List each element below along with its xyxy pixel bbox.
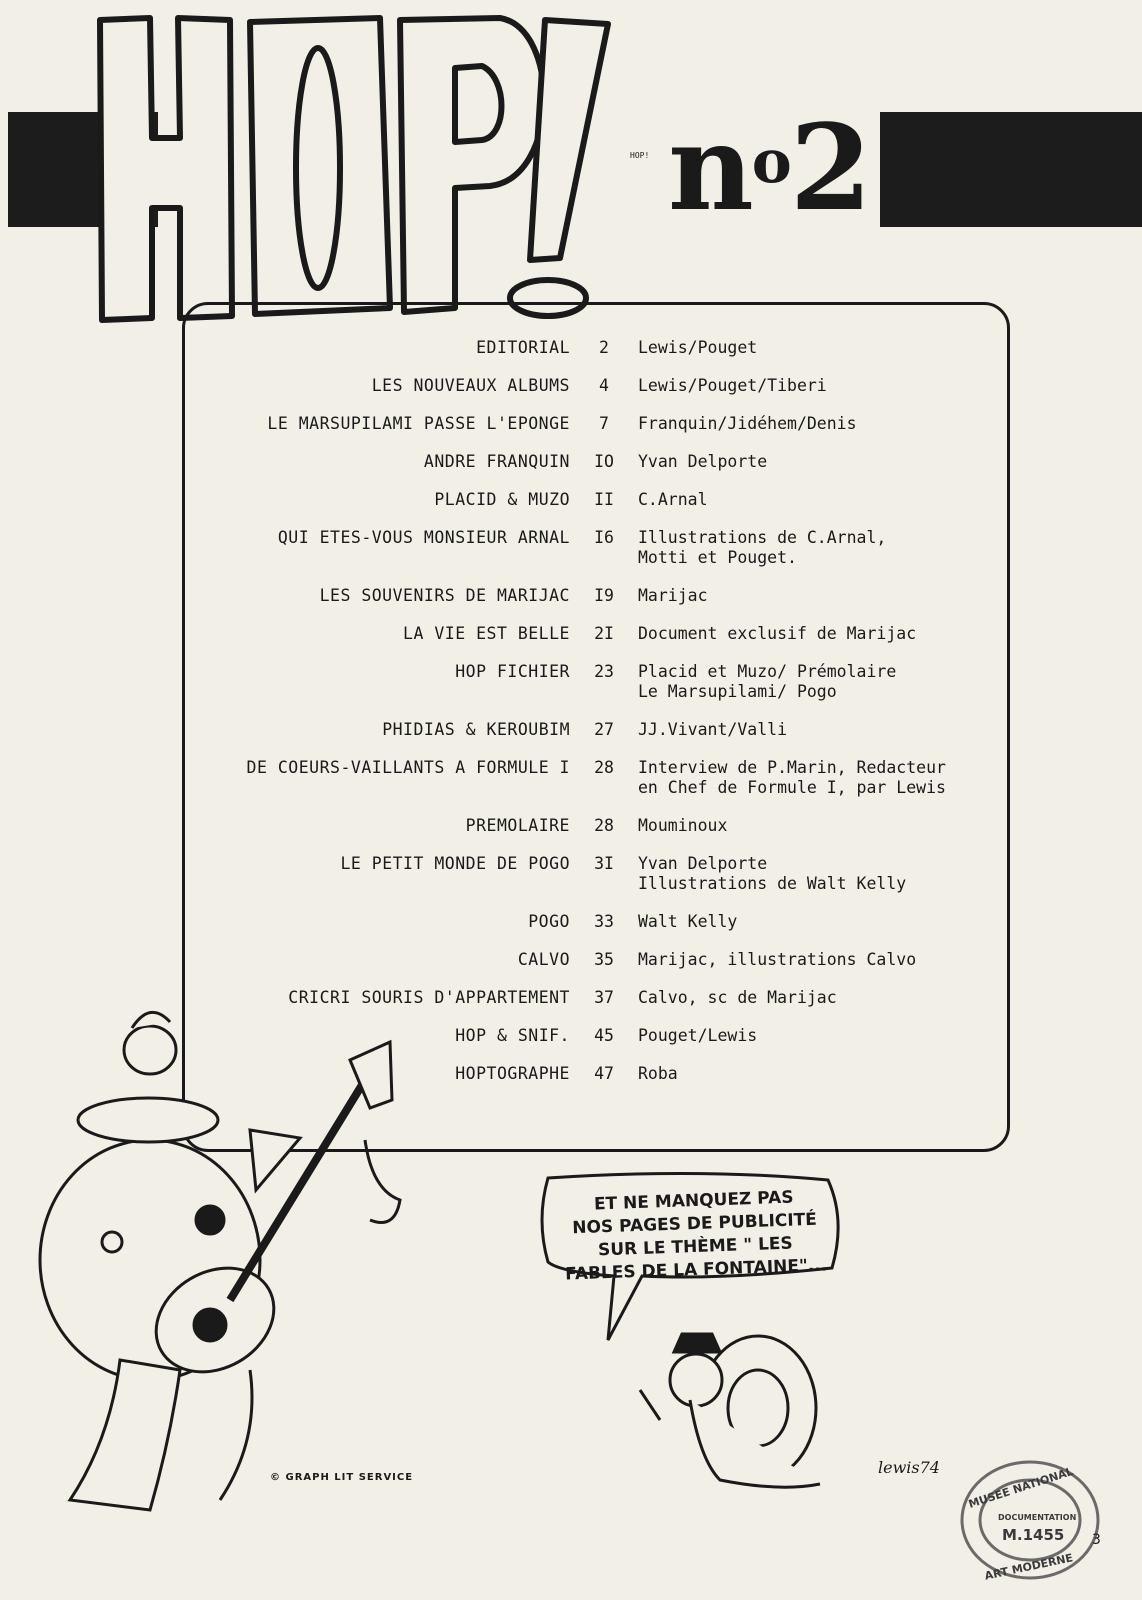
toc-page: I6 bbox=[594, 528, 614, 547]
toc-title: QUI ETES-VOUS MONSIEUR ARNAL bbox=[277, 528, 570, 547]
svg-text:ART MODERNE: ART MODERNE bbox=[983, 1551, 1075, 1583]
toc-authors: Yvan Delporte Illustrations de Walt Kelly bbox=[638, 854, 907, 893]
speech-bubble-text: ET NE MANQUEZ PAS NOS PAGES DE PUBLICITÉ SUR LE THÈME " LES FABLES DE LA FONTAINE"... bbox=[564, 1187, 828, 1285]
page-number: 3 bbox=[1092, 1532, 1101, 1548]
toc-authors: Mouminoux bbox=[638, 816, 728, 835]
toc-authors: Interview de P.Marin, Redacteur en Chef de Formule I, par Lewis bbox=[638, 758, 946, 797]
snail-girl-illustration bbox=[640, 1334, 820, 1487]
toc-title: LES SOUVENIRS DE MARIJAC bbox=[319, 586, 570, 605]
artist-signature: lewis74 bbox=[878, 1458, 940, 1477]
toc-title: CALVO bbox=[517, 950, 570, 969]
toc-page: 7 bbox=[599, 414, 609, 433]
copyright-notice: © GRAPH LIT SERVICE bbox=[270, 1472, 414, 1483]
toc-authors: Roba bbox=[638, 1064, 678, 1083]
toc-page: II bbox=[594, 490, 614, 509]
svg-text:M.1455: M.1455 bbox=[1002, 1526, 1065, 1544]
toc-page: 28 bbox=[594, 816, 614, 835]
stamp-text bbox=[960, 1458, 1110, 1588]
toc-title: HOPTOGRAPHE bbox=[455, 1064, 570, 1083]
toc-title: EDITORIAL bbox=[476, 338, 570, 357]
hop-logo-text: HOP! bbox=[630, 151, 650, 160]
toc-page: I9 bbox=[594, 586, 614, 605]
toc-page: 33 bbox=[594, 912, 614, 931]
toc-page: 47 bbox=[594, 1064, 614, 1083]
toc-authors: Franquin/Jidéhem/Denis bbox=[638, 414, 857, 433]
issue-number: $n^o2$ bbox=[668, 98, 870, 237]
toc-title: PLACID & MUZO bbox=[434, 490, 570, 509]
toc-title: PHIDIAS & KEROUBIM bbox=[382, 720, 570, 739]
svg-text:MUSEE NATIONAL: MUSEE NATIONAL bbox=[966, 1464, 1075, 1511]
toc-title: LE MARSUPILAMI PASSE L'EPONGE bbox=[267, 414, 570, 433]
toc-authors: Pouget/Lewis bbox=[638, 1026, 758, 1045]
toc-authors: C.Arnal bbox=[638, 490, 708, 509]
toc-page: 28 bbox=[594, 758, 614, 777]
toc-authors: JJ.Vivant/Valli bbox=[638, 720, 788, 739]
toc-page: 27 bbox=[594, 720, 614, 739]
toc-authors: Lewis/Pouget bbox=[638, 338, 758, 357]
creature-illustration bbox=[40, 1012, 400, 1510]
toc-authors: Illustrations de C.Arnal, Motti et Pouget. bbox=[638, 528, 887, 567]
toc-authors: Placid et Muzo/ Prémolaire Le Marsupilami/ Pogo bbox=[638, 662, 897, 701]
toc-authors: Yvan Delporte bbox=[638, 452, 768, 471]
toc-title: LE PETIT MONDE DE POGO bbox=[340, 854, 570, 873]
toc-title: ANDRE FRANQUIN bbox=[423, 452, 570, 471]
toc-authors: Walt Kelly bbox=[638, 912, 738, 931]
toc-page: 2 bbox=[599, 338, 609, 357]
toc-title: PREMOLAIRE bbox=[465, 816, 570, 835]
toc-title: CRICRI SOURIS D'APPARTEMENT bbox=[288, 988, 570, 1007]
svg-text:DOCUMENTATION: DOCUMENTATION bbox=[998, 1513, 1077, 1522]
toc-page: 45 bbox=[594, 1026, 614, 1045]
toc-authors: Document exclusif de Marijac bbox=[638, 624, 917, 643]
toc-title: HOP & SNIF. bbox=[455, 1026, 570, 1045]
toc-page: 37 bbox=[594, 988, 614, 1007]
toc-page: 35 bbox=[594, 950, 614, 969]
toc-title: DE COEURS-VAILLANTS A FORMULE I bbox=[246, 758, 570, 777]
toc-title: HOP FICHIER bbox=[455, 662, 570, 681]
left-speech-pointer bbox=[250, 1130, 300, 1190]
toc-authors: Marijac bbox=[638, 586, 708, 605]
toc-title: POGO bbox=[528, 912, 570, 931]
toc-page: 4 bbox=[599, 376, 609, 395]
toc-title: LA VIE EST BELLE bbox=[403, 624, 570, 643]
toc-page: 2I bbox=[594, 624, 614, 643]
toc-title: LES NOUVEAUX ALBUMS bbox=[371, 376, 570, 395]
toc-authors: Calvo, sc de Marijac bbox=[638, 988, 837, 1007]
toc-page: 3I bbox=[594, 854, 614, 873]
toc-authors: Lewis/Pouget/Tiberi bbox=[638, 376, 827, 395]
toc-page: 23 bbox=[594, 662, 614, 681]
toc-authors: Marijac, illustrations Calvo bbox=[638, 950, 917, 969]
toc-page: IO bbox=[594, 452, 614, 471]
